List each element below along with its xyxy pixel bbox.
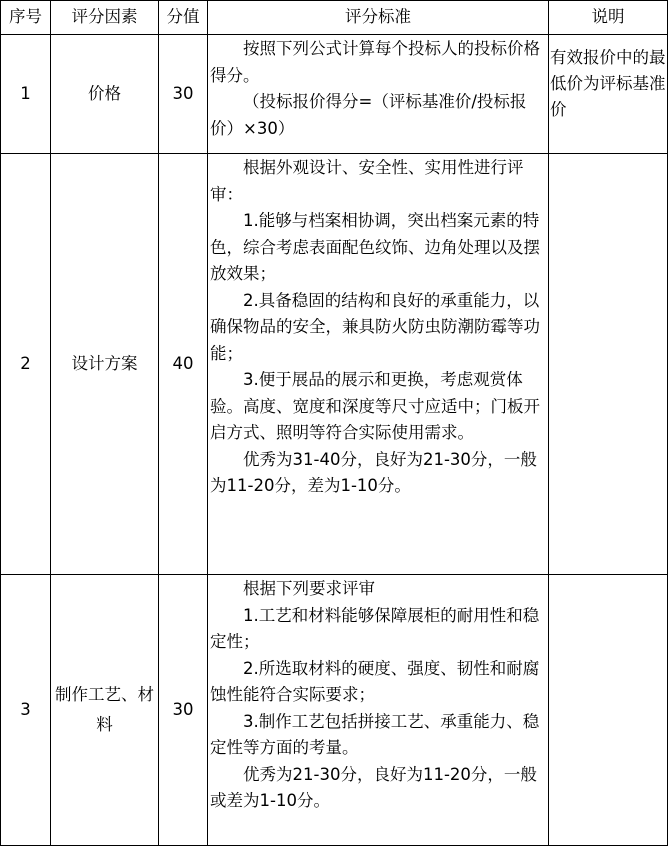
criteria-line: 按照下列公式计算每个投标人的投标价格得分。 xyxy=(210,39,540,85)
row-factor: 制作工艺、材料 xyxy=(51,575,159,846)
header-row xyxy=(1,1,668,35)
criteria-line: 优秀为31-40分，良好为21-30分，一般为11-20分，差为1-10分。 xyxy=(210,449,537,495)
table-row xyxy=(1,154,668,575)
criteria-line: 3.制作工艺包括拼接工艺、承重能力、稳定性等方面的考量。 xyxy=(210,711,540,757)
row-criteria xyxy=(208,575,549,846)
row-score: 30 xyxy=(159,35,208,154)
row-score: 40 xyxy=(159,154,208,575)
row-note xyxy=(549,575,668,846)
row-factor: 设计方案 xyxy=(51,154,159,575)
table-row xyxy=(1,35,668,154)
criteria-line: 2.具备稳固的结构和良好的承重能力，以确保物品的安全，兼具防火防虫防潮防霉等功能； xyxy=(210,290,540,363)
criteria-line: 根据下列要求评审 xyxy=(243,579,375,598)
row-factor: 价格 xyxy=(51,35,159,154)
criteria-line: 优秀为21-30分，良好为11-20分，一般或差为1-10分。 xyxy=(210,764,537,810)
row-note xyxy=(549,154,668,575)
row-index: 3 xyxy=(1,575,51,846)
table-row xyxy=(1,575,668,846)
criteria-line: 3.便于展品的展示和更换，考虑观赏体验。高度、宽度和深度等尺寸应适中；门板开启方式、照明等符合实际使用需求。 xyxy=(210,370,540,442)
header-note: 说明 xyxy=(549,1,668,35)
header-factor: 评分因素 xyxy=(51,1,159,35)
row-score: 30 xyxy=(159,575,208,846)
criteria-line: 2.所选取材料的硬度、强度、韧性和耐腐蚀性能符合实际要求； xyxy=(210,658,540,704)
header-criteria: 评分标准 xyxy=(208,1,549,35)
header-index: 序号 xyxy=(1,1,51,35)
row-index: 2 xyxy=(1,154,51,575)
criteria-line: 根据外观设计、安全性、实用性进行评审： xyxy=(210,158,524,204)
row-criteria xyxy=(208,35,549,154)
row-note: 有效报价中的最低价为评标基准价 xyxy=(549,35,668,154)
header-score: 分值 xyxy=(159,1,208,35)
row-criteria xyxy=(208,154,549,575)
criteria-line: 1.工艺和材料能够保障展柜的耐用性和稳定性； xyxy=(210,605,540,651)
criteria-line: （投标报价得分=（评标基准价/投标报价）×30） xyxy=(210,92,527,138)
criteria-line: 1.能够与档案相协调，突出档案元素的特色，综合考虑表面配色纹饰、边角处理以及摆放效果； xyxy=(210,211,540,283)
row-index: 1 xyxy=(1,35,51,154)
